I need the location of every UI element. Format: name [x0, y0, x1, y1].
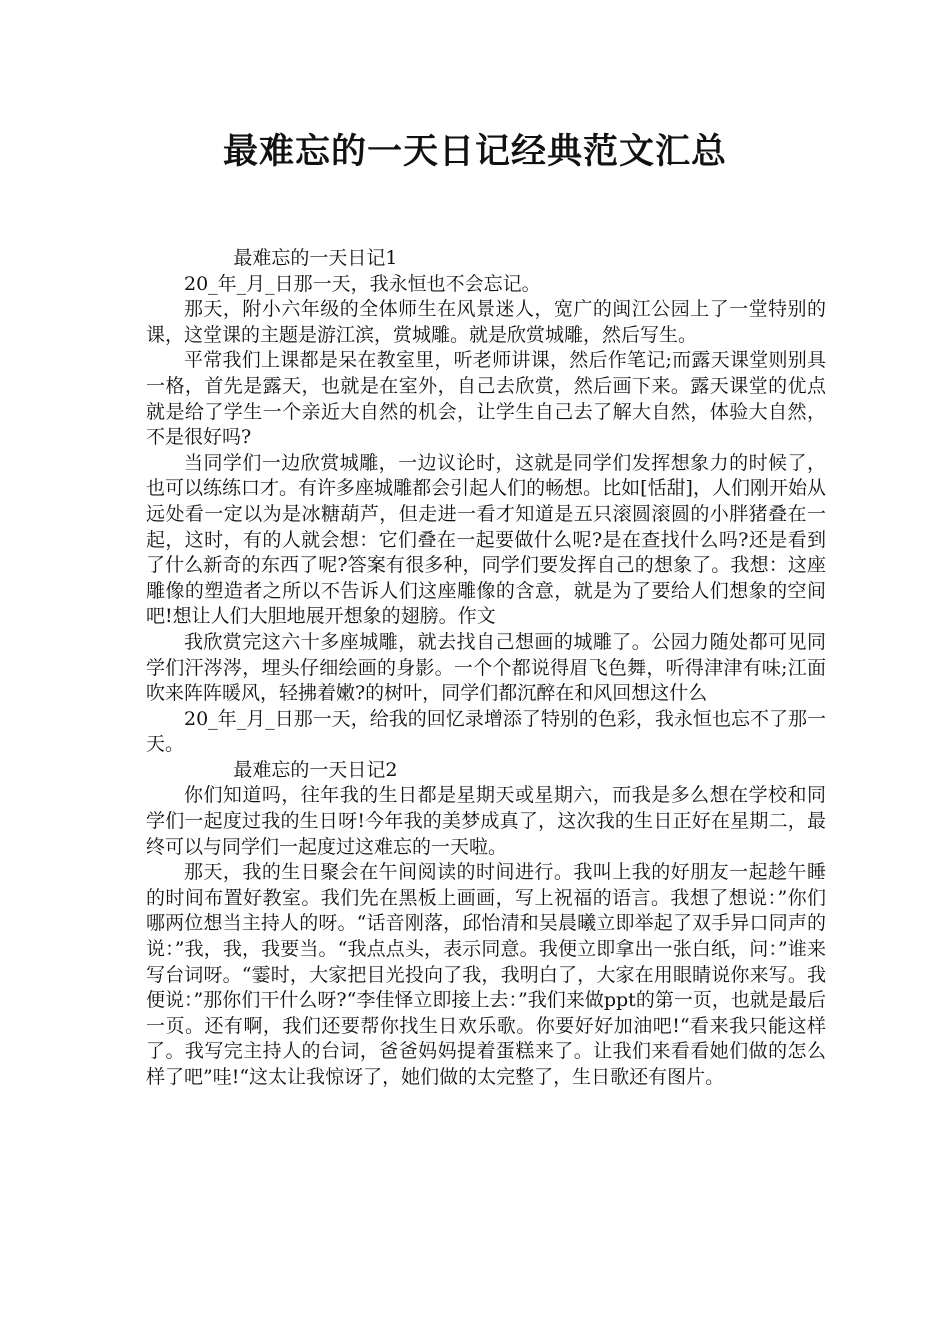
- paragraph: 20_年_月_日那一天，给我的回忆录增添了特别的色彩，我永恒也忘不了那一天。: [146, 707, 826, 756]
- paragraph: 你们知道吗，往年我的生日都是星期天或星期六，而我是多么想在学校和同学们一起度过我的生日呀!今年我的美梦成真了，这次我的生日正好在星期二，最终可以与同学们一起度过这难忘的一天啦。: [146, 784, 826, 858]
- paragraph: 我欣赏完这六十多座城雕，就去找自己想画的城雕了。公园力随处都可见同学们汗涔涔，埋头仔细绘画的身影。一个个都说得眉飞色舞，听得津津有味;江面吹来阵阵暖风，轻拂着嫩?的树叶，同学们都沉醉在和风回想这什么: [146, 630, 826, 705]
- paragraph: 那天，附小六年级的全体师生在风景迷人，宽广的闽江公园上了一堂特别的课，这堂课的主题是游江滨，赏城雕。就是欣赏城雕，然后写生。: [146, 298, 826, 346]
- document-title: 最难忘的一天日记经典范文汇总: [222, 132, 727, 172]
- section-heading-1: 最难忘的一天日记1: [233, 247, 398, 269]
- document-body: [146, 246, 826, 1091]
- section-heading-2: 最难忘的一天日记2: [233, 758, 398, 781]
- paragraph: 当同学们一边欣赏城雕，一边议论时，这就是同学们发挥想象力的时候了，也可以练练口才。有许多座城雕都会引起人们的畅想。比如[恬甜]，人们刚开始从远处看一定以为是冰糖葫芦，但走进一看才知道是五只滚圆滚圆的小胖猪叠在一起，这时，有的人就会想：它们叠在一起要做什么呢?是在查找什么吗?还是看到了什么新奇的东西了呢?答案有很多种，同学们要发挥自己的想象了。我想：这座雕像的塑造者之所以不告诉人们这座雕像的含意，就是为了要给人们想象的空间吧!想让人们大胆地展开想象的翅膀。作文: [146, 451, 826, 628]
- paragraph: 那天，我的生日聚会在午间阅读的时间进行。我叫上我的好朋友一起趁午睡的时间布置好教室。我们先在黑板上画画，写上祝福的语言。我想了想说：”你们哪两位想当主持人的呀。“话音刚落，邱怡清和吴晨曦立即举起了双手异口同声的说：”我，我，我要当。“我点点头，表示同意。我便立即拿出一张白纸，问：”谁来写台词呀。“霎时，大家把目光投向了我，我明白了，大家在用眼睛说你来写。我便说：”那你们干什么呀?“李佳怿立即接上去：”我们来做ppt的第一页，也就是最后一页。还有啊，我们还要帮你找生日欢乐歌。你要好好加油吧!“看来我只能这样了。我写完主持人的台词，爸爸妈妈提着蛋糕来了。让我们来看看她们做的怎么样了吧”哇!“这太让我惊讶了，她们做的太完整了，生日歌还有图片。: [146, 861, 826, 1088]
- paragraph: 平常我们上课都是呆在教室里，听老师讲课，然后作笔记;而露天课堂则别具一格，首先是露天，也就是在室外，自己去欣赏，然后画下来。露天课堂的优点就是给了学生一个亲近大自然的机会，让学生自己去了解大自然，体验大自然，不是很好吗?: [146, 349, 826, 449]
- paragraph: 20_年_月_日那一天，我永恒也不会忘记。: [184, 272, 541, 295]
